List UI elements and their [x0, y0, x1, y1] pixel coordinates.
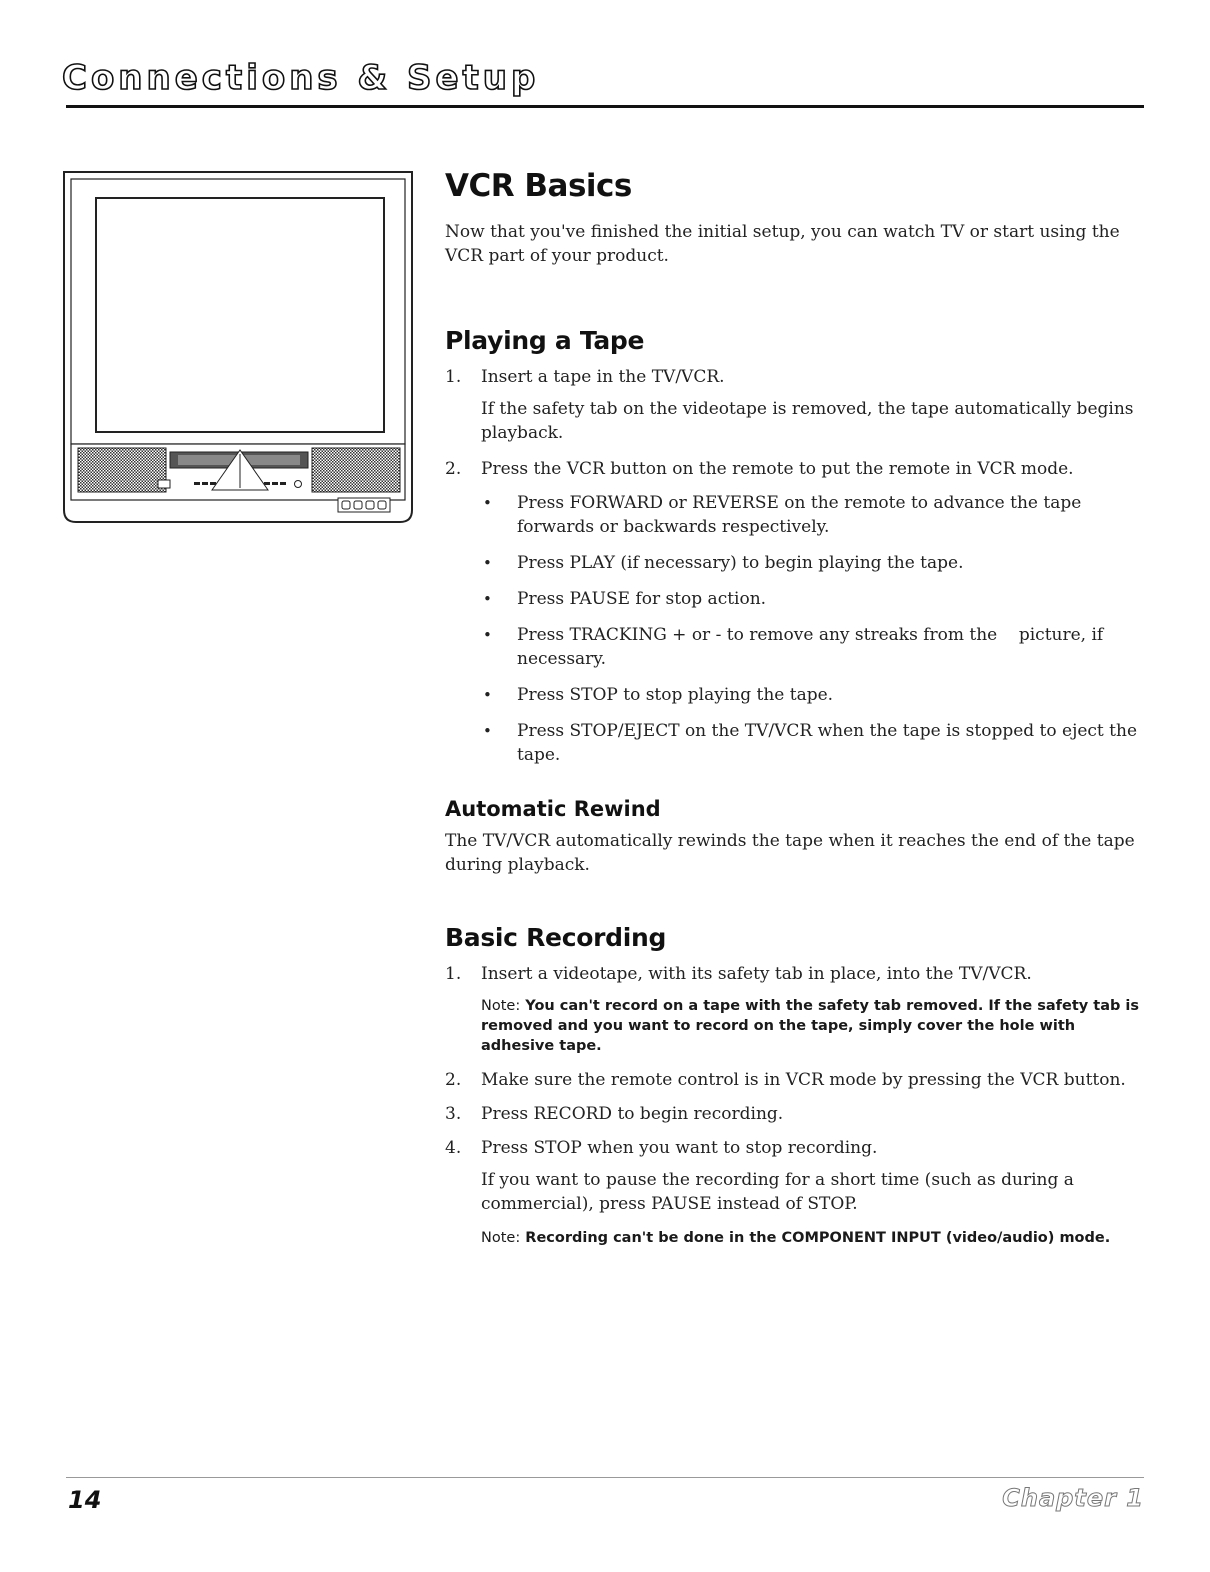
list-item: • Press STOP to stop playing the tape. [483, 685, 834, 705]
intro-paragraph: Now that you've finished the initial setup, you can watch TV or start using the VCR part of your product. [445, 222, 1120, 266]
playing-step-1-note: If the safety tab on the videotape is removed, the tape automatically begins playback. [481, 399, 1134, 443]
list-item: • Press STOP/EJECT on the TV/VCR when the tape is stopped to eject the tape. [483, 721, 1138, 765]
step-number: 3. [445, 1104, 462, 1124]
basic-recording-heading: Basic Recording [445, 923, 667, 952]
list-item: • Press FORWARD or REVERSE on the remote to advance the tape forwards or backwards respectively. [483, 493, 1082, 537]
automatic-rewind-heading: Automatic Rewind [445, 797, 661, 821]
note-label: Note: [481, 998, 521, 1014]
tv-vcr-combo-illustration [62, 170, 414, 526]
recording-step-3 [445, 1102, 1145, 1126]
section-header-title: Connections & Setup [62, 58, 540, 98]
step-text: Press the VCR button on the remote to put the remote in VCR mode. [481, 459, 1074, 479]
footer-divider [66, 1477, 1144, 1478]
recording-note-2 [445, 1228, 1145, 1248]
playback-bullet-list [481, 491, 1145, 767]
recording-step-4 [445, 1136, 1145, 1160]
playing-tape-heading: Playing a Tape [445, 326, 645, 355]
step-number: 2. [445, 1070, 462, 1090]
step-text: Insert a tape in the TV/VCR. [481, 367, 725, 387]
step-text: Insert a videotape, with its safety tab in place, into the TV/VCR. [481, 964, 1032, 984]
step-text: Press RECORD to begin recording. [481, 1104, 784, 1124]
note-text: You can't record on a tape with the safety tab removed. If the safety tab is removed and you want to record on the tape, simply cover the hole with adhesive tape. [481, 998, 1140, 1054]
page-title: VCR Basics [445, 168, 632, 204]
list-item: • Press PAUSE for stop action. [483, 589, 767, 609]
list-item: • Press PLAY (if necessary) to begin playing the tape. [483, 553, 964, 573]
step-text: Press STOP when you want to stop recording. [481, 1138, 878, 1158]
step-text: Make sure the remote control is in VCR mode by pressing the VCR button. [481, 1070, 1126, 1090]
step-number: 2. [445, 459, 462, 479]
bullet-icon: • [483, 686, 492, 704]
step-number: 1. [445, 367, 462, 387]
bullet-icon: • [483, 494, 492, 512]
note-label: Note: [481, 1230, 521, 1246]
step-number: 1. [445, 964, 462, 984]
bullet-icon: • [483, 590, 492, 608]
recording-step-4-note: If you want to pause the recording for a short time (such as during a commercial), press PAUSE instead of STOP. [481, 1170, 1074, 1214]
playing-step-2 [445, 457, 1145, 481]
step-number: 4. [445, 1138, 462, 1158]
list-item: • Press TRACKING + or - to remove any streaks from the picture, if necessary. [483, 625, 1109, 669]
recording-step-1 [445, 962, 1145, 986]
automatic-rewind-text: The TV/VCR automatically rewinds the tape when it reaches the end of the tape during playback. [445, 831, 1135, 875]
recording-step-2 [445, 1068, 1145, 1092]
playing-step-1 [445, 365, 1145, 389]
page-number: 14 [68, 1486, 102, 1514]
recording-note-1 [445, 996, 1145, 1056]
header-divider [66, 105, 1144, 108]
bullet-icon: • [483, 554, 492, 572]
bullet-icon: • [483, 722, 492, 740]
main-content [445, 158, 1145, 1260]
chapter-label: Chapter 1 [1002, 1484, 1144, 1512]
bullet-icon: • [483, 626, 492, 644]
note-text: Recording can't be done in the COMPONENT INPUT (video/audio) mode. [525, 1230, 1111, 1246]
